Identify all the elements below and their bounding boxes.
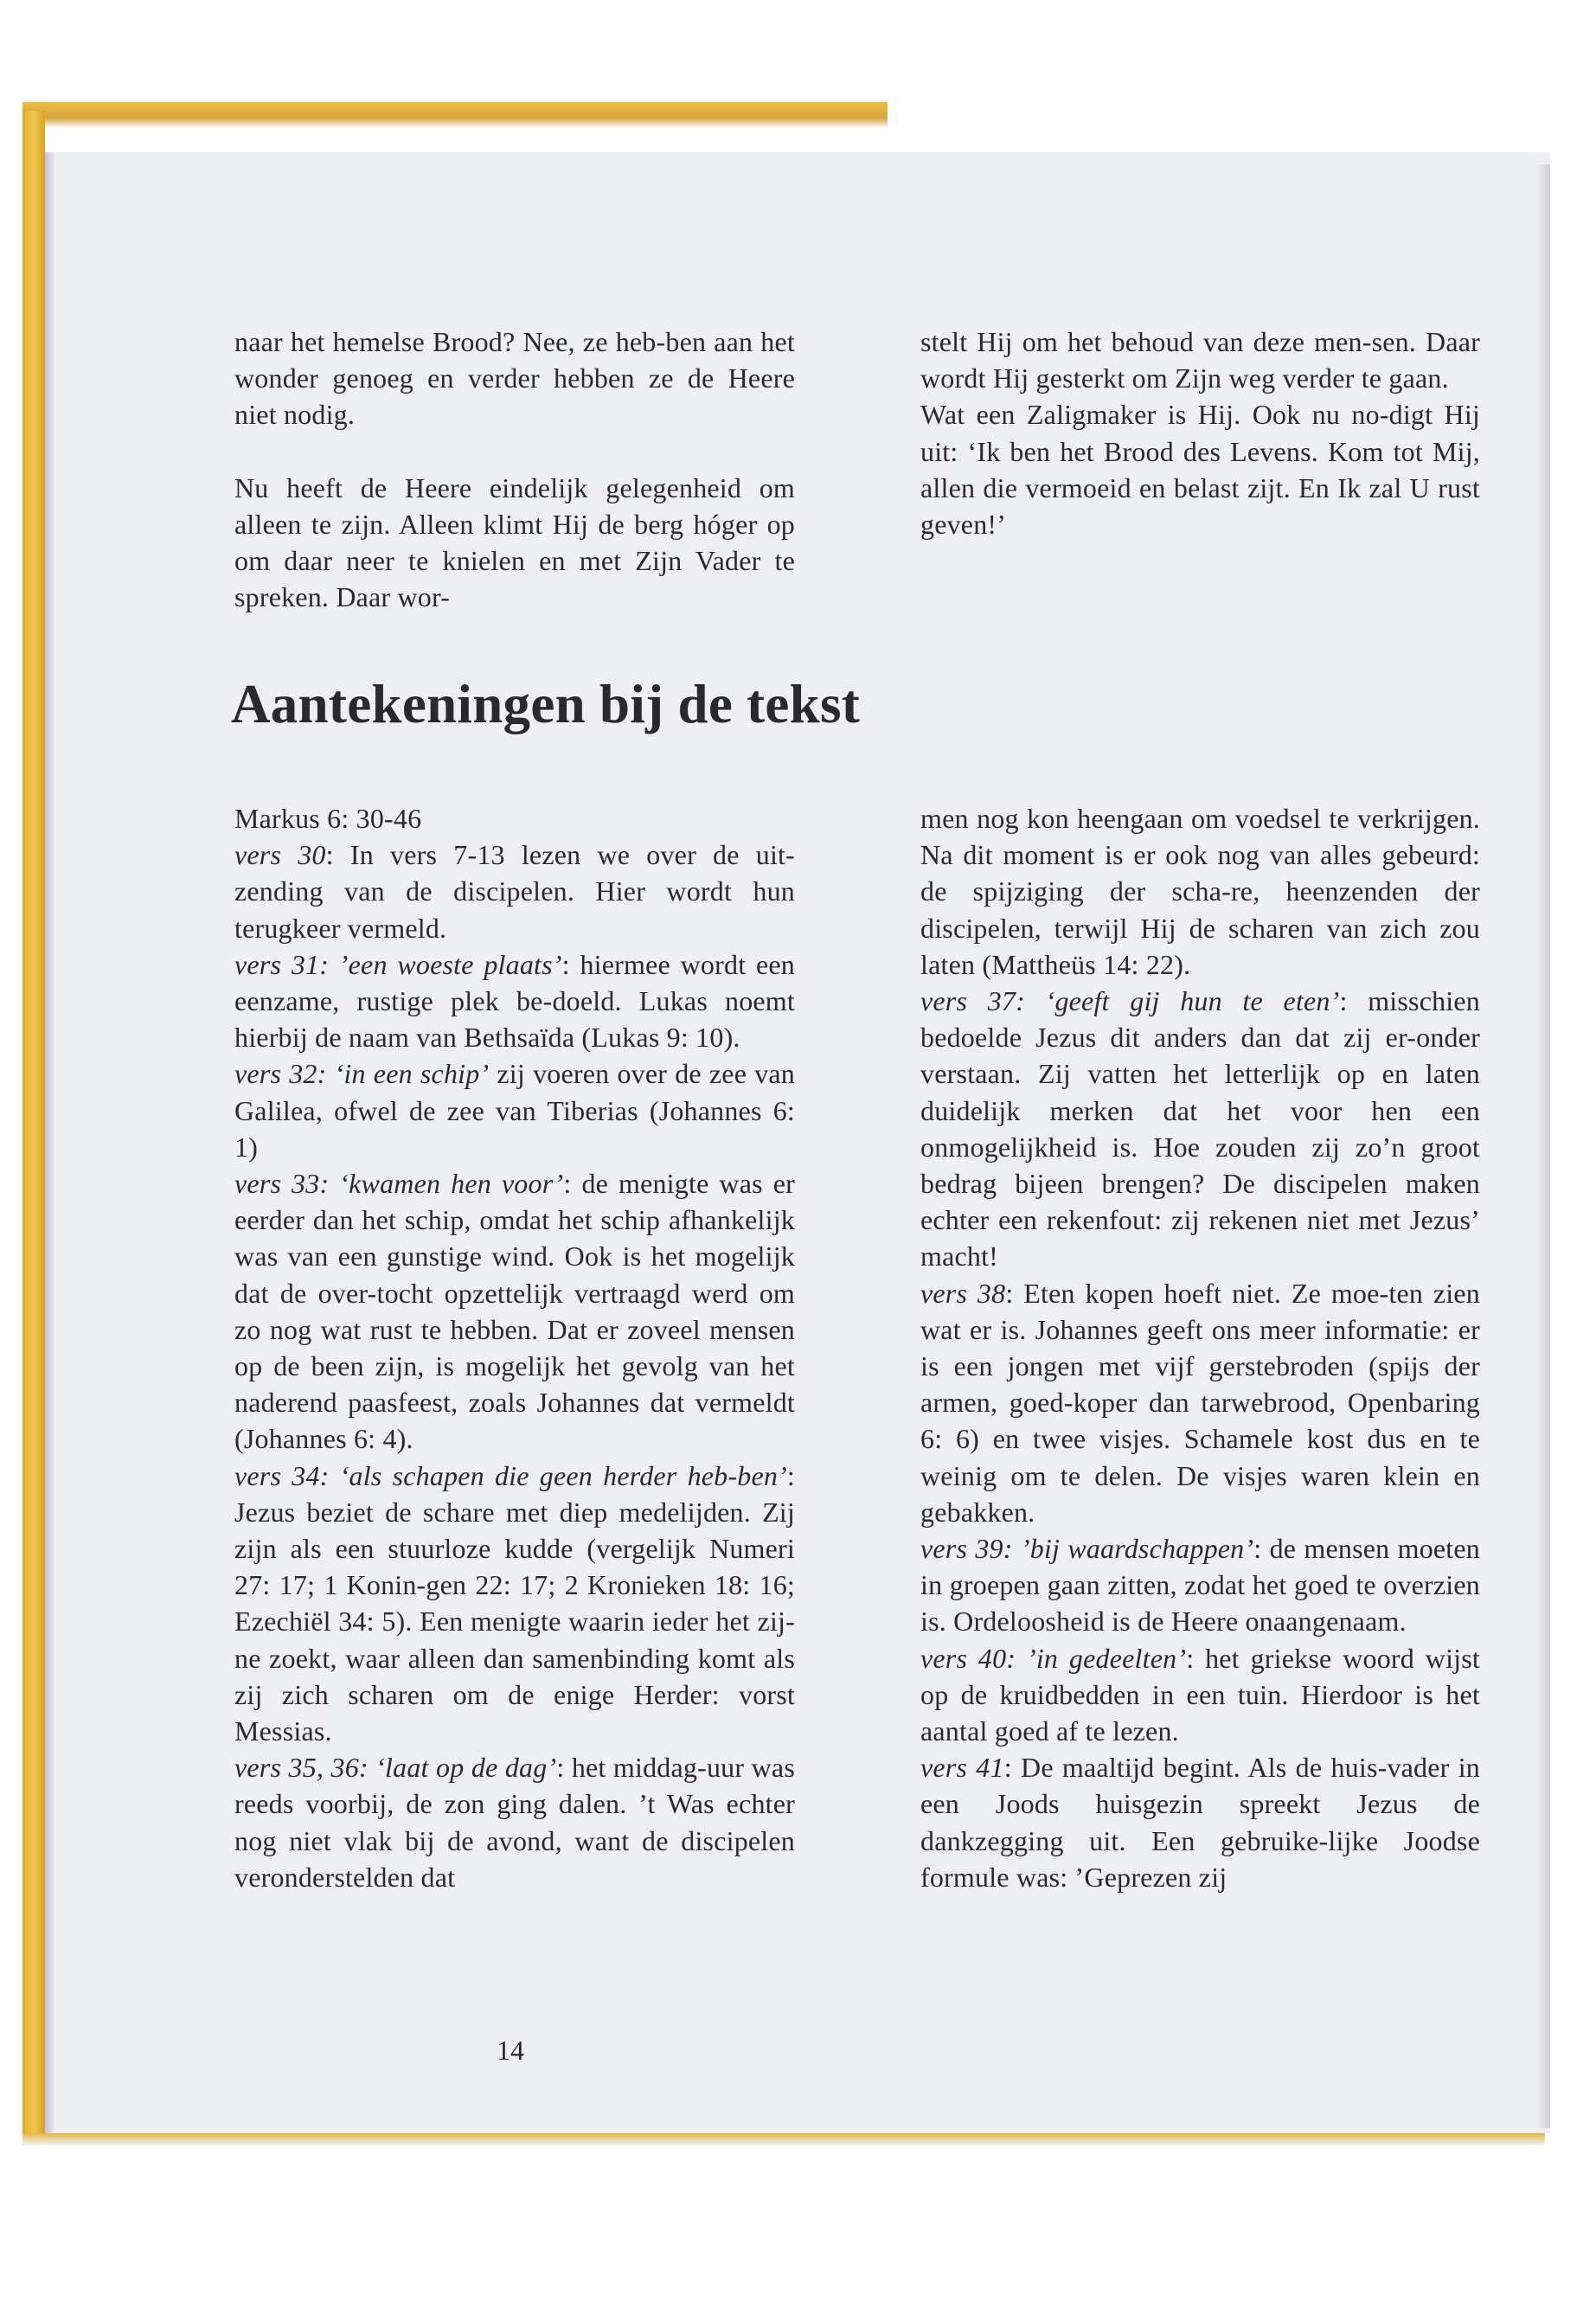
verse-separator: : <box>1339 985 1368 1017</box>
verse-separator: : <box>1253 1533 1270 1565</box>
verse-explanation: De maaltijd begint. Als de huis-vader in een Joods huisgezin spreekt Jezus de dankzegging uit. Een gebruike-lijke Joodse formule was: ’Geprezen zij <box>920 1752 1481 1893</box>
section-heading: Aantekeningen bij de tekst <box>231 674 861 734</box>
paragraph: Wat een Zaligmaker is Hij. Ook nu no-digt Hij uit: ‘Ik ben het Brood des Levens. Kom tot Mij, allen die vermoeid en belast zijt. En Ik zal U rust geven!’ <box>920 399 1480 541</box>
verse-separator: : <box>786 1459 795 1491</box>
verse-note <box>920 1640 1480 1750</box>
verse-note <box>920 1275 1480 1530</box>
column-left-notes <box>234 800 795 1895</box>
column-right-intro <box>920 324 1480 542</box>
paragraph: stelt Hij om het behoud van deze men-sen. Daar wordt Hij gesterkt om Zijn weg verder te gaan. <box>920 326 1480 394</box>
verse-label: vers 34: ‘als schapen die geen herder heb-ben’ <box>234 1459 787 1491</box>
page-right-edge <box>1536 164 1550 2128</box>
verse-separator: : <box>563 1168 582 1200</box>
verse-explanation: In vers 7-13 lezen we over de uit-zending van de discipelen. Hier wordt hun terugkeer vermeld. <box>234 839 796 944</box>
book-binding-top <box>22 102 888 128</box>
verse-separator: : <box>1003 1752 1022 1784</box>
verse-note <box>234 1165 795 1458</box>
verse-note <box>920 983 1480 1275</box>
verse-explanation: het middag-uur was reeds voorbij, de zon ging dalen. ’t Was echter nog niet vlak bij de avond, want de discipelen veronderstelden dat <box>234 1752 795 1893</box>
verse-label: vers 41 <box>920 1752 1004 1784</box>
verse-explanation: Jezus beziet de schare met diep medelijden. Zij zijn als een stuurloze kudde (vergelijk Numeri 27: 17; 1 Konin-gen 22: 17; 2 Kronieken 18: 16; Ezechiël 34: 5). Een menigte waarin ieder het zij-ne zoekt, waar alleen dan samenbinding komt als zij zich scharen om de enige Herder: vorst Messias. <box>234 1496 795 1747</box>
verse-label: vers 30 <box>234 839 326 871</box>
verse-explanation: Eten kopen hoeft niet. Ze moe-ten zien wat er is. Johannes geeft ons meer informatie: er is een jongen met vijf gerstebroden (spijs der armen, goed-koper dan tarwebrood, Openbaring 6: 6) en twee visjes. Schamele kost dus en te weinig om te delen. De visjes waren klein en gebakken. <box>920 1277 1480 1528</box>
verse-explanation: de mensen moeten in groepen gaan zitten, zodat het goed te overzien is. Ordeloosheid is de Heere onaangenaam. <box>920 1533 1480 1638</box>
paragraph: Nu heeft de Heere eindelijk gelegenheid om alleen te zijn. Alleen klimt Hij de berg hóger op om daar neer te knielen en met Zijn Vader te spreken. Daar wor- <box>234 471 795 613</box>
book-binding-bottom <box>22 2133 1545 2145</box>
page-number: 14 <box>497 2035 524 2066</box>
verse-label: vers 38 <box>920 1277 1006 1309</box>
column-left-intro <box>234 324 795 615</box>
verse-label: vers 32: ‘in een schip’ <box>234 1058 490 1090</box>
notes-list <box>920 800 1480 1895</box>
verse-explanation: misschien bedoelde Jezus dit anders dan dat zij er-onder verstaan. Zij vatten het letterlijk op en laten duidelijk merken dat het voor hen een onmogelijkheid is. Hoe zouden zij zo’n groot bedrag bijeen brengen? De discipelen maken echter een rekenfout: zij rekenen niet met Jezus’ macht! <box>920 985 1480 1272</box>
verse-explanation: men nog kon heengaan om voedsel te verkrijgen. Na dit moment is er ook nog van alles gebeurd: de spijziging der scha-re, heenzenden der discipelen, terwijl Hij de scharen van zich zou laten (Mattheüs 14: 22). <box>920 803 1480 980</box>
notes-list <box>234 836 795 1895</box>
verse-note <box>234 1749 795 1895</box>
verse-separator: : <box>561 948 580 980</box>
verse-label: vers 35, 36: ‘laat op de dag’ <box>234 1752 557 1784</box>
verse-note <box>234 1055 795 1165</box>
verse-separator: : <box>1186 1642 1206 1674</box>
verse-separator: : <box>1005 1277 1024 1309</box>
verse-note <box>234 1458 795 1750</box>
verse-label: vers 33: ‘kwamen hen voor’ <box>234 1168 564 1200</box>
column-right-notes <box>920 800 1480 1895</box>
verse-label: vers 31: ’een woeste plaats’ <box>234 948 562 980</box>
verse-note <box>234 836 795 946</box>
scripture-reference: Markus 6: 30-46 <box>234 803 422 834</box>
paragraph: naar het hemelse Brood? Nee, ze heb-ben aan het wonder genoeg en verder hebben ze de Heere niet nodig. <box>234 326 795 431</box>
verse-note <box>920 1749 1480 1895</box>
book-binding-edge <box>22 111 45 2145</box>
verse-explanation: de menigte was er eerder dan het schip, omdat het schip afhankelijk was van een gunstige wind. Ook is het mogelijk dat de over-tocht opzettelijk vertraagd werd om zo nog wat rust te hebben. Dat er zoveel mensen op de been zijn, is mogelijk het gevolg van het naderend paasfeest, zoals Johannes dat vermeldt (Johannes 6: 4). <box>234 1168 795 1455</box>
verse-separator: : <box>325 839 350 871</box>
verse-explanation: zij voeren over de zee van Galilea, ofwel de zee van Tiberias (Johannes 6: 1) <box>234 1058 795 1163</box>
verse-explanation: het griekse woord wijst op de kruidbedden in een tuin. Hierdoor is het aantal goed af te lezen. <box>920 1642 1481 1747</box>
verse-note <box>920 800 1480 983</box>
verse-explanation: hiermee wordt een eenzame, rustige plek be-doeld. Lukas noemt hierbij de naam van Bethsaïda (Lukas 9: 10). <box>234 948 795 1054</box>
verse-separator: : <box>556 1752 572 1784</box>
verse-note <box>920 1530 1480 1640</box>
verse-label: vers 37: ‘geeft gij hun te eten’ <box>920 985 1340 1017</box>
verse-label: vers 39: ’bij waardschappen’ <box>920 1533 1254 1565</box>
verse-label: vers 40: ’in gedeelten’ <box>920 1642 1187 1674</box>
verse-note <box>234 946 795 1056</box>
page-edge-shadow <box>45 152 54 2133</box>
